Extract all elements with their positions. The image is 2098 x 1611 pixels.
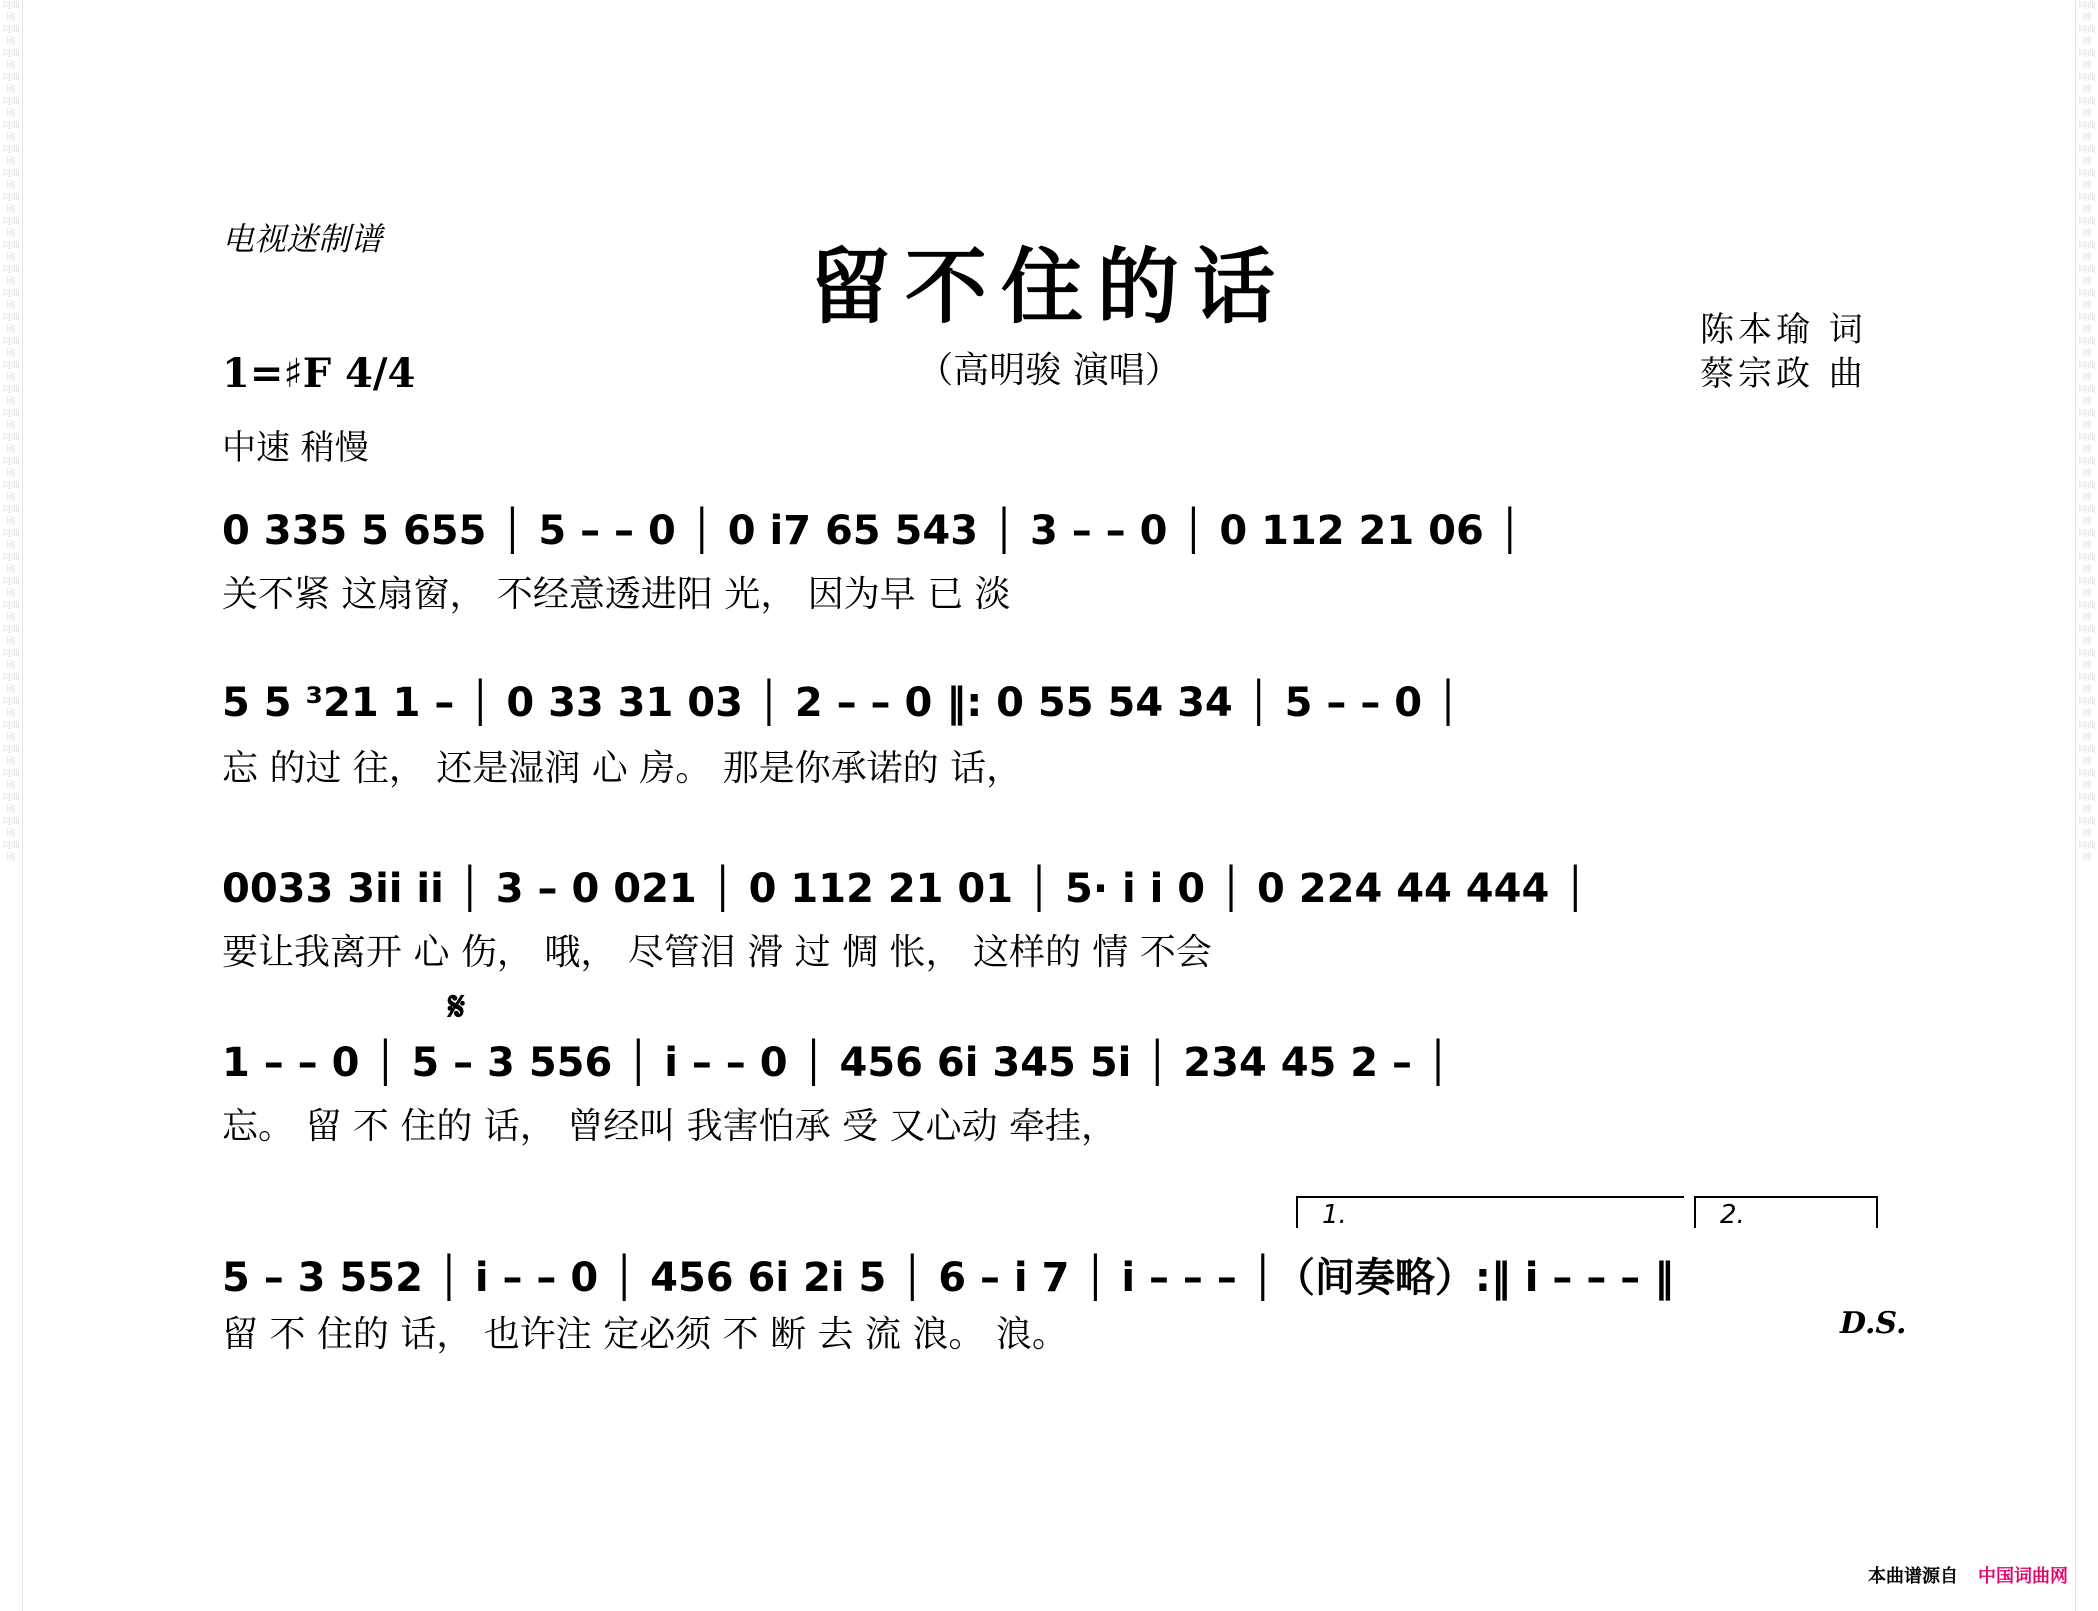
watermark-text: 词曲网 (1, 817, 20, 839)
watermark-text: 词曲网 (2077, 577, 2096, 599)
score-line-3-notes: 0033 3ii ii │ 3 – 0 021 │ 0 112 21 01 │ 5· i i 0 │ 0 224 44 444 │ (222, 866, 1588, 912)
watermark-text: 词曲网 (1, 193, 20, 215)
watermark-text: 词曲网 (2077, 385, 2096, 407)
watermark-text: 词曲网 (2077, 745, 2096, 767)
watermark-text: 词曲网 (1, 505, 20, 527)
watermark-text: 词曲网 (2077, 169, 2096, 191)
score-line-1-lyrics: 关不紧 这扇窗， 不经意透进阳 光， 因为早 已 淡 (222, 574, 1011, 615)
watermark-text: 词曲网 (1, 841, 20, 863)
performer-subtitle: （高明骏 演唱） (917, 350, 1181, 391)
watermark-text: 词曲网 (2077, 193, 2096, 215)
watermark-text: 词曲网 (1, 649, 20, 671)
watermark-text: 词曲网 (1, 1, 20, 23)
watermark-text: 词曲网 (2077, 409, 2096, 431)
watermark-text: 词曲网 (2077, 673, 2096, 695)
watermark-text: 词曲网 (1, 313, 20, 335)
segno-sign: 𝄋 (448, 984, 466, 1030)
watermark-text: 词曲网 (2077, 433, 2096, 455)
watermark-text: 词曲网 (2077, 697, 2096, 719)
watermark-text: 词曲网 (1, 49, 20, 71)
score-line-4-notes: 1 – – 0 │ 5 – 3 556 │ i – – 0 │ 456 6i 345 5i │ 234 45 2 – │ (222, 1040, 1451, 1086)
watermark-text: 词曲网 (2077, 145, 2096, 167)
watermark-text: 词曲网 (1, 625, 20, 647)
watermark-text: 词曲网 (2077, 73, 2096, 95)
watermark-text: 词曲网 (1, 577, 20, 599)
watermark-text: 词曲网 (1, 265, 20, 287)
watermark-text: 词曲网 (1, 25, 20, 47)
volta-bracket-1 (1296, 1196, 1684, 1228)
lyricist-credit: 陈本瑜 词 (1700, 310, 1867, 350)
watermark-text: 词曲网 (2077, 601, 2096, 623)
watermark-text: 词曲网 (1, 721, 20, 743)
watermark-text: 词曲网 (1, 697, 20, 719)
score-line-4-lyrics: 忘。 留 不 住的 话， 曾经叫 我害怕承 受 又心动 牵挂， (222, 1106, 1117, 1147)
watermark-text: 词曲网 (2077, 625, 2096, 647)
watermark-text: 词曲网 (1, 241, 20, 263)
watermark-text: 词曲网 (1, 145, 20, 167)
watermark-text: 词曲网 (1, 121, 20, 143)
watermark-text: 词曲网 (2077, 769, 2096, 791)
volta-2-label: 2. (1720, 1200, 1745, 1230)
song-title: 留不住的话 (808, 239, 1289, 335)
watermark-text: 词曲网 (1, 97, 20, 119)
watermark-text: 词曲网 (2077, 217, 2096, 239)
watermark-text: 词曲网 (2077, 505, 2096, 527)
watermark-text: 词曲网 (2077, 529, 2096, 551)
dal-segno-marking: D.S. (1840, 1306, 1907, 1341)
source-label: 本曲谱源自 (1868, 1566, 1958, 1587)
watermark-text: 词曲网 (1, 481, 20, 503)
watermark-text: 词曲网 (1, 769, 20, 791)
watermark-text: 词曲网 (1, 529, 20, 551)
watermark-text: 词曲网 (1, 169, 20, 191)
watermark-text: 词曲网 (2077, 25, 2096, 47)
watermark-text: 词曲网 (2077, 793, 2096, 815)
composer-credit: 蔡宗政 曲 (1700, 354, 1867, 394)
arranger-credit: 电视迷制谱 (222, 220, 383, 258)
key-signature: 1=♯F 4/4 (222, 350, 416, 397)
watermark-text: 词曲网 (2077, 817, 2096, 839)
watermark-text: 词曲网 (2077, 241, 2096, 263)
score-line-5-notes: 5 – 3 552 │ i – – 0 │ 456 6i 2i 5 │ 6 – i 7 │ i – – – │（间奏略）:‖ i – – – ‖ (222, 1255, 1675, 1301)
watermark-text: 词曲网 (1, 745, 20, 767)
watermark-text: 词曲网 (2077, 361, 2096, 383)
watermark-text: 词曲网 (1, 289, 20, 311)
watermark-text: 词曲网 (1, 361, 20, 383)
watermark-text: 词曲网 (1, 409, 20, 431)
watermark-text: 词曲网 (1, 433, 20, 455)
score-line-1-notes: 0 335 5 655 │ 5 – – 0 │ 0 i7 65 543 │ 3 – – 0 │ 0 112 21 06 │ (222, 508, 1522, 554)
watermark-text: 词曲网 (1, 601, 20, 623)
watermark-text: 词曲网 (2077, 49, 2096, 71)
watermark-text: 词曲网 (2077, 313, 2096, 335)
watermark-text: 词曲网 (1, 553, 20, 575)
watermark-text: 词曲网 (1, 385, 20, 407)
watermark-text: 词曲网 (2077, 1, 2096, 23)
watermark-text: 词曲网 (1, 73, 20, 95)
watermark-text: 词曲网 (2077, 457, 2096, 479)
tempo-marking: 中速 稍慢 (222, 428, 369, 468)
watermark-text: 词曲网 (2077, 481, 2096, 503)
watermark-text: 词曲网 (2077, 841, 2096, 863)
watermark-text: 词曲网 (2077, 553, 2096, 575)
score-line-3-lyrics: 要让我离开 心 伤， 哦， 尽管泪 滑 过 惆 怅， 这样的 情 不会 (222, 932, 1212, 973)
volta-1-label: 1. (1322, 1200, 1347, 1230)
watermark-text: 词曲网 (1, 793, 20, 815)
watermark-text: 词曲网 (2077, 121, 2096, 143)
watermark-text: 词曲网 (1, 457, 20, 479)
watermark-text: 词曲网 (1, 337, 20, 359)
watermark-text: 词曲网 (2077, 649, 2096, 671)
watermark-text: 词曲网 (2077, 337, 2096, 359)
score-line-2-lyrics: 忘 的过 往， 还是湿润 心 房。 那是你承诺的 话， (222, 748, 1023, 789)
volta-bracket-2 (1694, 1196, 1878, 1228)
watermark-text: 词曲网 (1, 673, 20, 695)
watermark-text: 词曲网 (2077, 97, 2096, 119)
watermark-text: 词曲网 (2077, 289, 2096, 311)
score-line-2-notes: 5 5 ³21 1 – │ 0 33 31 03 │ 2 – – 0 ‖: 0 55 54 34 │ 5 – – 0 │ (222, 680, 1461, 726)
watermark-text: 词曲网 (1, 217, 20, 239)
watermark-text: 词曲网 (2077, 265, 2096, 287)
watermark-text: 词曲网 (2077, 721, 2096, 743)
score-line-5-lyrics: 留 不 住的 话， 也许注 定必须 不 断 去 流 浪。 浪。 (222, 1314, 1068, 1355)
source-site-link[interactable]: 中国词曲网 (1978, 1566, 2068, 1587)
